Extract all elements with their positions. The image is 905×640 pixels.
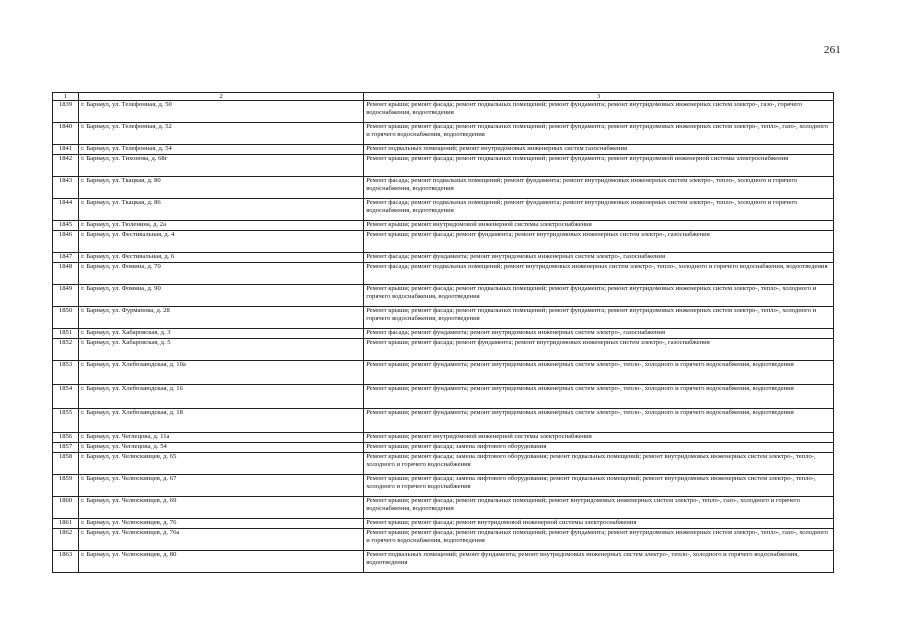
row-works: Ремонт подвальных помещений; ремонт внутридомовых инженерных систем газоснабжения: [364, 145, 834, 155]
row-number: 1856: [53, 433, 79, 443]
row-works: Ремонт фасада; ремонт фундамента; ремонт внутридомовых инженерных систем электро-, газоснабжения: [364, 253, 834, 263]
table-row: [53, 101, 834, 123]
row-number: 1852: [53, 339, 79, 361]
row-works: Ремонт крыши; ремонт внутридомовой инженерной системы электроснабжения: [364, 433, 834, 443]
row-address: г. Барнаул, ул. Фомина, д. 70: [79, 263, 364, 285]
row-address: г. Барнаул, ул. Фестивальная, д. 6: [79, 253, 364, 263]
table-row: [53, 385, 834, 409]
row-address: г. Барнаул, ул. Челюскинцев, д. 80: [79, 551, 364, 573]
table-row: [53, 155, 834, 177]
row-number: 1857: [53, 443, 79, 453]
row-address: г. Барнаул, ул. Хлебозаводская, д. 18: [79, 409, 364, 433]
row-address: г. Барнаул, ул. Чеглецова, д. 54: [79, 443, 364, 453]
row-address: г. Барнаул, ул. Челюскинцев, д. 67: [79, 475, 364, 497]
row-address: г. Барнаул, ул. Телефонная, д. 52: [79, 123, 364, 145]
header-col-2: 2: [79, 93, 364, 101]
table-row: [53, 177, 834, 199]
table-row: [53, 529, 834, 551]
row-number: 1841: [53, 145, 79, 155]
row-works: Ремонт крыши; ремонт фасада; ремонт подвальных помещений; ремонт фундамента; ремонт внутридомовой инженерной системы электроснабжения: [364, 155, 834, 177]
page-number: 261: [823, 44, 841, 56]
row-number: 1851: [53, 329, 79, 339]
table-row: [53, 339, 834, 361]
row-works: Ремонт фасада; ремонт подвальных помещений; ремонт фундамента; ремонт внутридомовых инженерных систем электро-, тепло-, холодного и горячего водоснабжения, водоотведения: [364, 199, 834, 221]
row-number: 1861: [53, 519, 79, 529]
table-row: [53, 123, 834, 145]
row-works: Ремонт крыши; ремонт фасада; ремонт фундамента; ремонт внутридомовых инженерных систем электро-, газоснабжения: [364, 339, 834, 361]
row-works: Ремонт крыши; ремонт фасада; замена лифтового оборудования; ремонт подвальных помещений; ремонт внутридомовых инженерных систем электро-, тепло-, холодного и горячего водоснабжения: [364, 475, 834, 497]
row-number: 1844: [53, 199, 79, 221]
row-number: 1863: [53, 551, 79, 573]
table-row: [53, 307, 834, 329]
row-address: г. Барнаул, ул. Хабаровская, д. 3: [79, 329, 364, 339]
row-number: 1850: [53, 307, 79, 329]
table-row: [53, 497, 834, 519]
table-row: [53, 433, 834, 443]
row-number: 1846: [53, 231, 79, 253]
row-number: 1842: [53, 155, 79, 177]
row-works: Ремонт крыши; ремонт фасада; ремонт подвальных помещений; ремонт фундамента; ремонт внутридомовых инженерных систем электро-, тепло-, холодного и горячего водоснабжения, водоотведения: [364, 285, 834, 307]
row-number: 1858: [53, 453, 79, 475]
row-number: 1860: [53, 497, 79, 519]
row-address: г. Барнаул, ул. Телефонная, д. 50: [79, 101, 364, 123]
row-number: 1849: [53, 285, 79, 307]
row-address: г. Барнаул, ул. Ткацкая, д. 80: [79, 177, 364, 199]
row-works: Ремонт крыши; ремонт фундамента; ремонт внутридомовых инженерных систем электро-, тепло-, холодного и горячего водоснабжения, водоотведения: [364, 409, 834, 433]
row-address: г. Барнаул, ул. Тюленина, д. 2а: [79, 221, 364, 231]
table-row: [53, 253, 834, 263]
header-col-3: 3: [364, 93, 834, 101]
table-row: [53, 285, 834, 307]
row-address: г. Барнаул, ул. Челюскинцев, д. 76а: [79, 529, 364, 551]
table-row: [53, 329, 834, 339]
row-address: г. Барнаул, ул. Чеглецова, д. 11а: [79, 433, 364, 443]
row-address: г. Барнаул, ул. Хлебозаводская, д. 16: [79, 385, 364, 409]
table-row: [53, 443, 834, 453]
table-row: [53, 221, 834, 231]
row-works: Ремонт фасада; ремонт фундамента; ремонт внутридомовых инженерных систем электро-, газоснабжения: [364, 329, 834, 339]
table-row: [53, 475, 834, 497]
row-works: Ремонт крыши; ремонт фасада; ремонт внутридомовой инженерной системы электроснабжения: [364, 519, 834, 529]
row-number: 1859: [53, 475, 79, 497]
row-number: 1854: [53, 385, 79, 409]
table-row: [53, 519, 834, 529]
row-works: Ремонт фасада; ремонт подвальных помещений; ремонт фундамента; ремонт внутридомовых инженерных систем электро-, тепло-, холодного и горячего водоснабжения, водоотведения: [364, 177, 834, 199]
table-row: [53, 551, 834, 573]
row-works: Ремонт крыши; ремонт фасада; ремонт фундамента; ремонт внутридомовых инженерных систем электро-, газоснабжения: [364, 231, 834, 253]
row-works: Ремонт крыши; ремонт фасада; замена лифтового оборудования; ремонт подвальных помещений; ремонт внутридомовых инженерных систем электро-, тепло-, холодного и горячего водоснабжения: [364, 453, 834, 475]
row-address: г. Барнаул, ул. Фурманова, д. 28: [79, 307, 364, 329]
table-row: [53, 409, 834, 433]
table-row: [53, 145, 834, 155]
row-number: 1840: [53, 123, 79, 145]
row-works: Ремонт крыши; ремонт фундамента; ремонт внутридомовых инженерных систем электро-, тепло-, холодного и горячего водоснабжения, водоотведения: [364, 361, 834, 385]
row-works: Ремонт крыши; ремонт фундамента; ремонт внутридомовых инженерных систем электро-, тепло-, холодного и горячего водоснабжения, водоотведения: [364, 385, 834, 409]
row-number: 1847: [53, 253, 79, 263]
row-number: 1843: [53, 177, 79, 199]
table-row: [53, 231, 834, 253]
row-number: 1855: [53, 409, 79, 433]
row-number: 1853: [53, 361, 79, 385]
table-row: [53, 453, 834, 475]
row-number: 1839: [53, 101, 79, 123]
row-address: г. Барнаул, ул. Челюскинцев, д. 65: [79, 453, 364, 475]
row-address: г. Барнаул, ул. Хлебозаводская, д. 10а: [79, 361, 364, 385]
table-header-row: [53, 93, 834, 101]
table-row: [53, 263, 834, 285]
row-address: г. Барнаул, ул. Фестивальная, д. 4: [79, 231, 364, 253]
row-number: 1862: [53, 529, 79, 551]
row-works: Ремонт крыши; ремонт фасада; ремонт подвальных помещений; ремонт фундамента; ремонт внутридомовых инженерных систем электро-, газо-, горячего водоснабжения, водоотведения: [364, 101, 834, 123]
row-works: Ремонт фасада; ремонт подвальных помещений; ремонт внутридомовых инженерных систем электро-, тепло-, холодного и горячего водоснабжения, водоотведения: [364, 263, 834, 285]
row-works: Ремонт крыши; ремонт фасада; ремонт подвальных помещений; ремонт фундамента; ремонт внутридомовых инженерных систем электро-, тепло-, холодного и горячего водоснабжения, водоотведения: [364, 307, 834, 329]
row-works: Ремонт крыши; ремонт фасада; ремонт подвальных помещений; ремонт фундамента; ремонт внутридомовых инженерных систем электро-, тепло-, газо-, холодного и горячего водоснабжения, водоотведения: [364, 123, 834, 145]
table-body: [53, 93, 834, 573]
row-address: г. Барнаул, ул. Ткацкая, д. 86: [79, 199, 364, 221]
row-address: г. Барнаул, ул. Челюскинцев, д. 69: [79, 497, 364, 519]
works-table: [52, 92, 834, 573]
row-address: г. Барнаул, ул. Телефонная, д. 54: [79, 145, 364, 155]
row-works: Ремонт крыши; ремонт фасада; замена лифтового оборудования: [364, 443, 834, 453]
table-row: [53, 361, 834, 385]
row-number: 1845: [53, 221, 79, 231]
row-works: Ремонт крыши; ремонт внутридомовой инженерной системы электроснабжения: [364, 221, 834, 231]
row-address: г. Барнаул, ул. Фомина, д. 90: [79, 285, 364, 307]
table-row: [53, 199, 834, 221]
row-address: г. Барнаул, ул. Хабаровская, д. 5: [79, 339, 364, 361]
row-works: Ремонт подвальных помещений; ремонт фундамента; ремонт внутридомовых инженерных систем электро-, тепло-, холодного и горячего водоснабжения, водоотведения: [364, 551, 834, 573]
row-address: г. Барнаул, ул. Челюскинцев, д. 76: [79, 519, 364, 529]
row-address: г. Барнаул, ул. Тихонова, д. 68г: [79, 155, 364, 177]
header-col-1: 1: [53, 93, 79, 101]
row-works: Ремонт крыши; ремонт фасада; ремонт подвальных помещений; ремонт фундамента; ремонт внутридомовых инженерных систем электро-, тепло-, газо-, холодного и горячего водоснабжения, водоотведения: [364, 529, 834, 551]
row-works: Ремонт крыши; ремонт фасада; ремонт подвальных помещений; ремонт внутридомовых инженерных систем электро-, тепло-, газо-, холодного и горячего водоснабжения, водоотведения: [364, 497, 834, 519]
row-number: 1848: [53, 263, 79, 285]
